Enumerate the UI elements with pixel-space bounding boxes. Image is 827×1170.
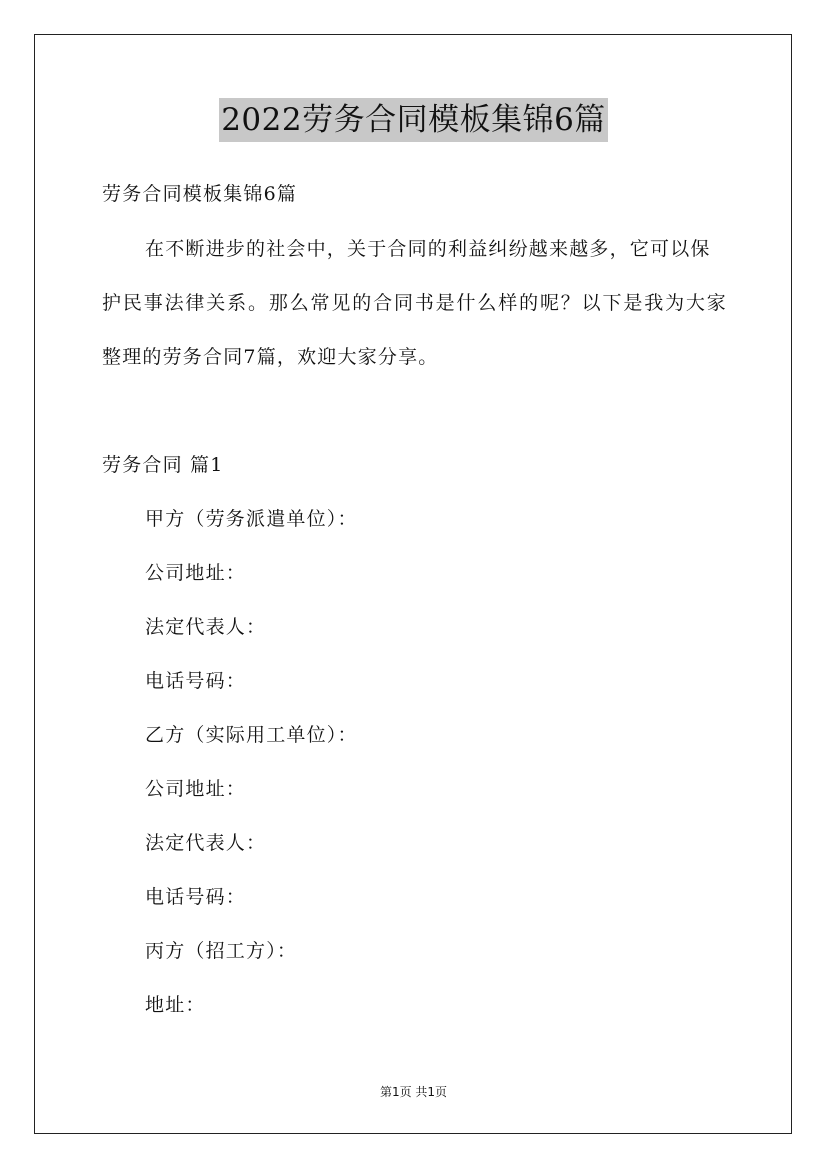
intro-line-2: 护民事法律关系。那么常见的合同书是什么样的呢？以下是我为大家 bbox=[102, 292, 727, 314]
page-footer: 第1页 共1页 bbox=[379, 1085, 448, 1099]
document-title: 2022劳务合同模板集锦6篇 bbox=[219, 98, 608, 142]
field-party-b-phone: 电话号码： bbox=[145, 886, 247, 908]
field-party-a-address: 公司地址： bbox=[145, 562, 247, 584]
field-party-b: 乙方（实际用工单位）： bbox=[145, 724, 358, 746]
field-party-b-address: 公司地址： bbox=[145, 778, 247, 800]
field-party-b-representative: 法定代表人： bbox=[145, 832, 267, 854]
title-container bbox=[0, 98, 827, 142]
field-party-c: 丙方（招工方）： bbox=[145, 940, 298, 962]
field-party-a-representative: 法定代表人： bbox=[145, 616, 267, 638]
document-subtitle: 劳务合同模板集锦6篇 bbox=[102, 183, 298, 205]
field-party-c-address: 地址： bbox=[145, 994, 206, 1016]
intro-line-3: 整理的劳务合同7篇，欢迎大家分享。 bbox=[102, 346, 439, 368]
section-heading: 劳务合同 篇1 bbox=[102, 454, 224, 476]
field-party-a-phone: 电话号码： bbox=[145, 670, 247, 692]
field-party-a: 甲方（劳务派遣单位）： bbox=[145, 508, 358, 530]
intro-line-1: 在不断进步的社会中，关于合同的利益纠纷越来越多，它可以保 bbox=[145, 238, 711, 260]
